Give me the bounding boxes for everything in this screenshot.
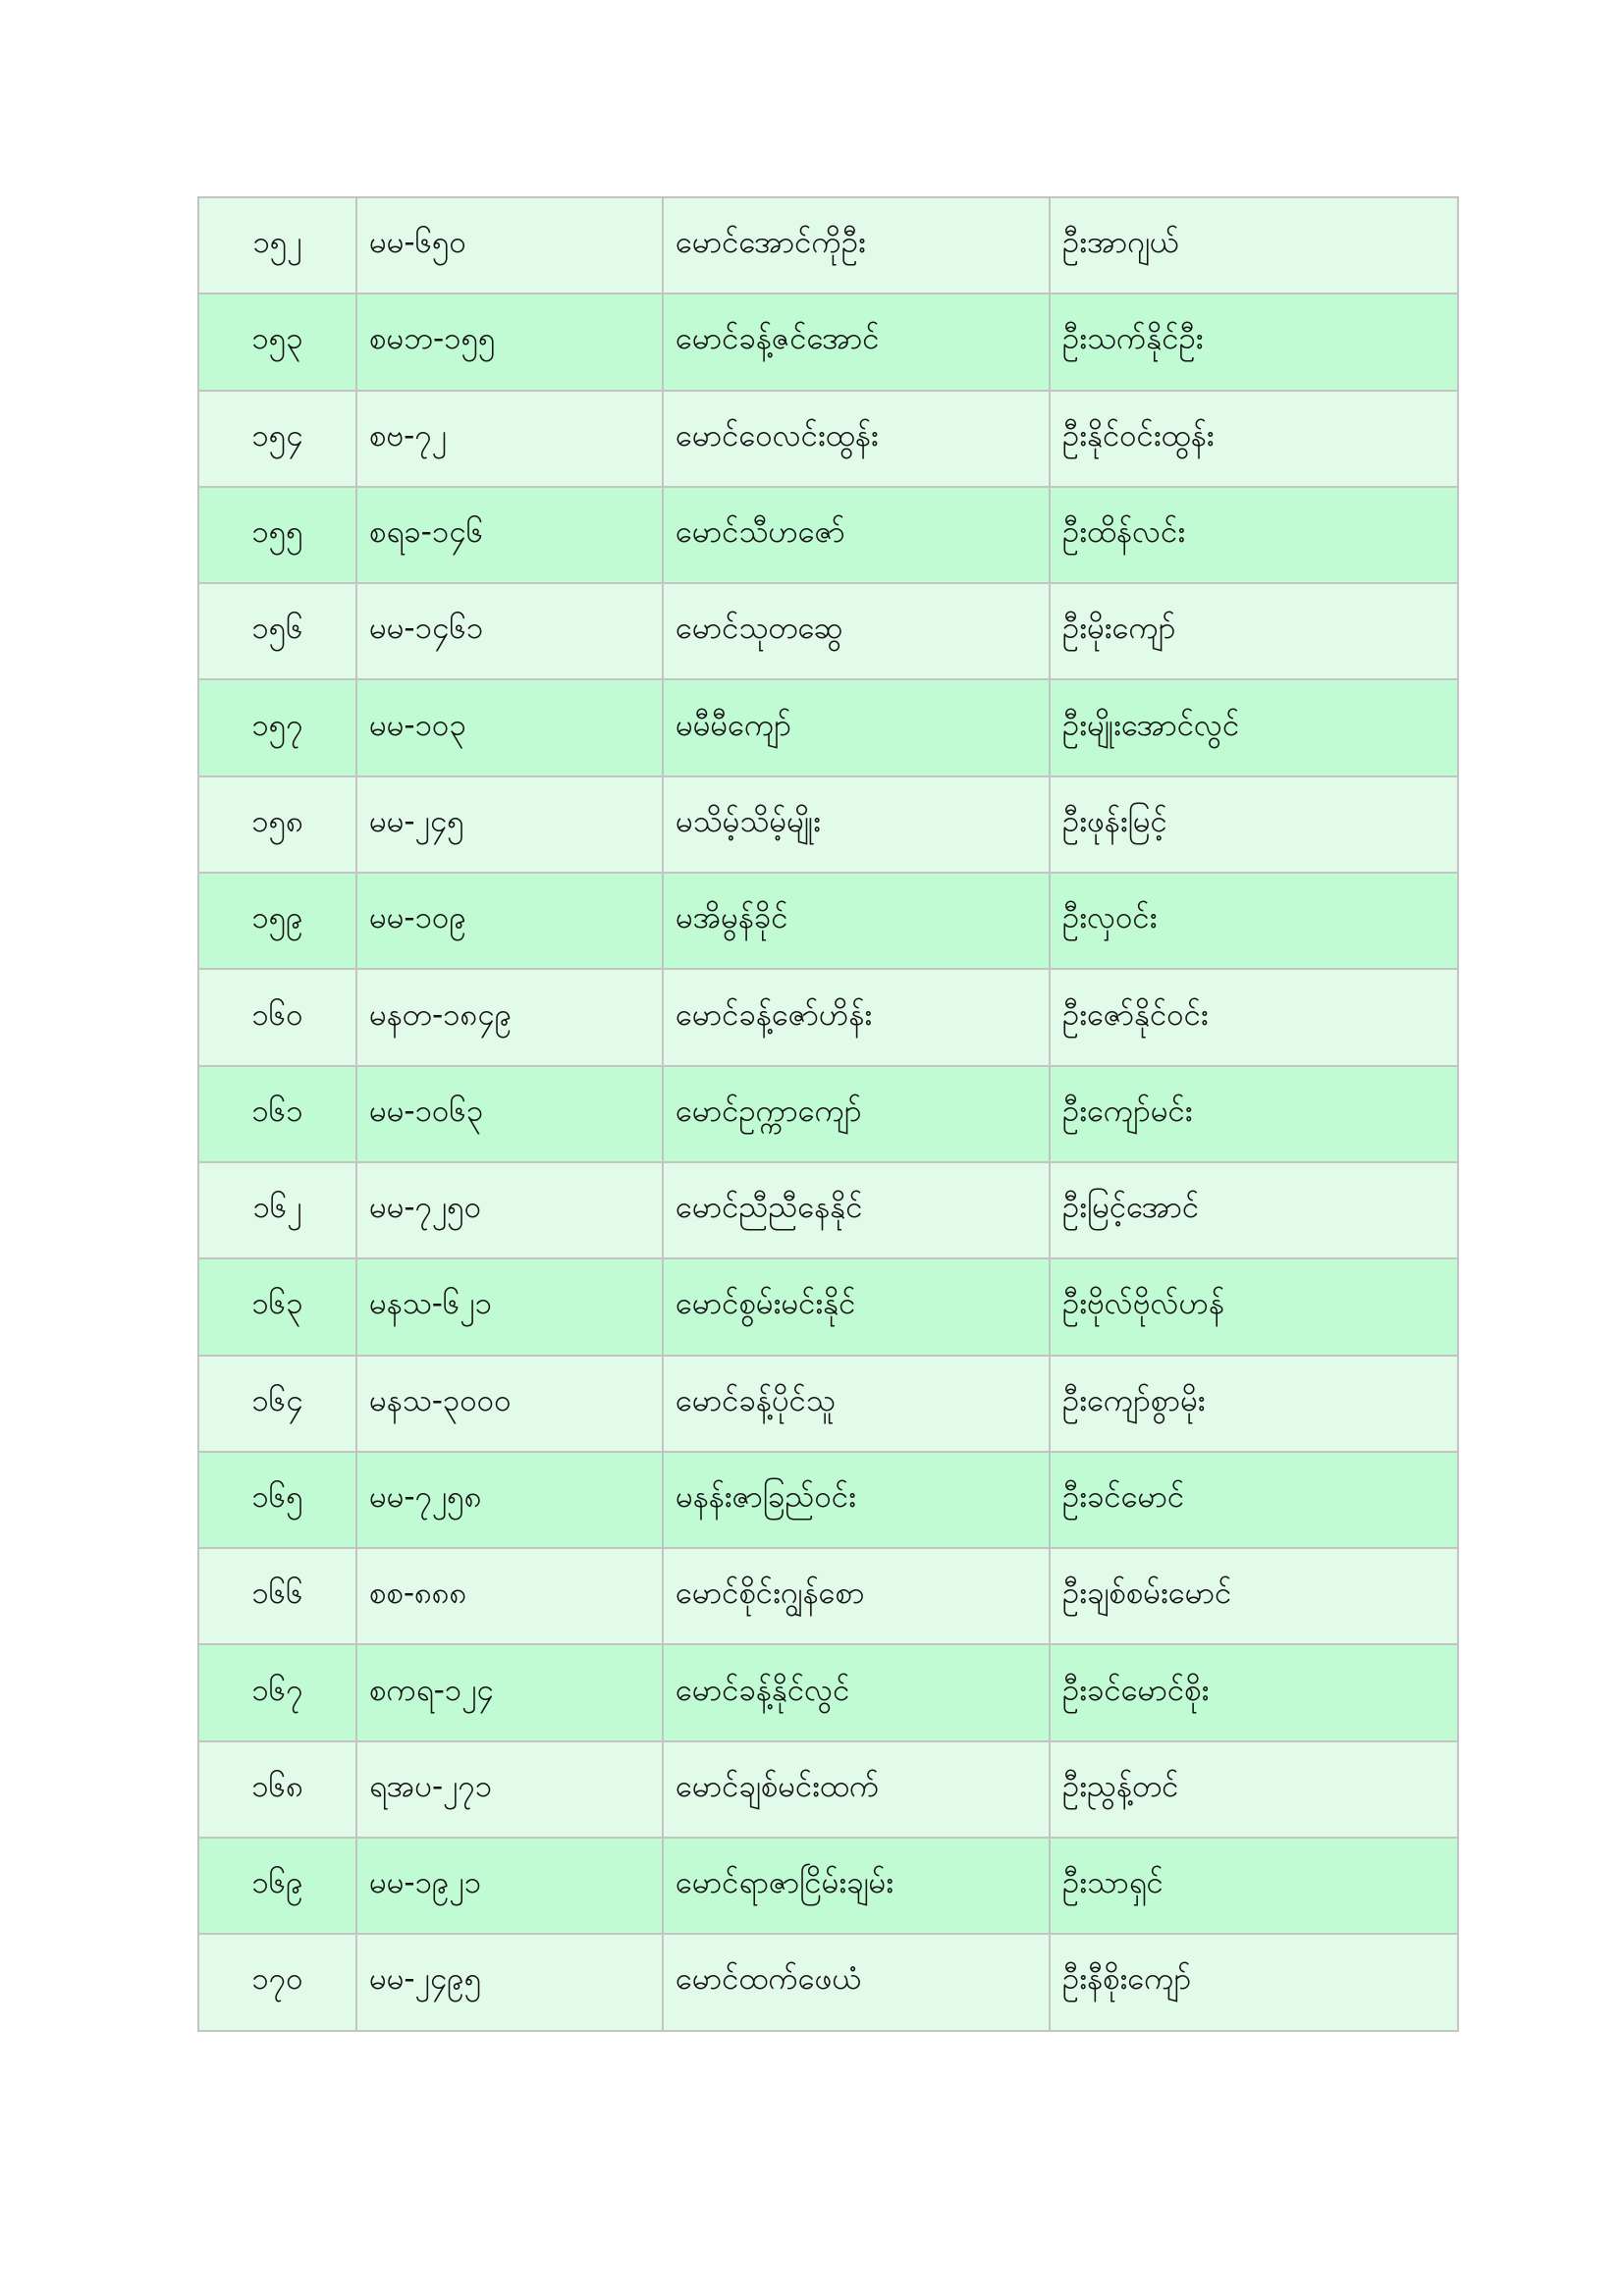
father-name: ဦးသာရှင် [1050,1838,1458,1934]
registration-number: ရအပ-၂၇၁ [356,1741,663,1838]
registration-number: မမ-၇၂၅၈ [356,1452,663,1548]
father-name: ဦးကျော်မင်း [1050,1066,1458,1162]
student-name: မောင်ထက်ဖေယံ [663,1934,1050,2030]
table-row [198,1741,1458,1838]
registration-number: မနသ-၆၂၁ [356,1258,663,1355]
father-name: ဦးကျော်စွာမိုး [1050,1356,1458,1452]
table-row [198,487,1458,583]
father-name: ဦးမျိုးအောင်လွင် [1050,679,1458,775]
row-number: ၁၆၂ [198,1162,356,1258]
table-row [198,583,1458,679]
table-row [198,1548,1458,1644]
registration-number: မမ-၁၀၃ [356,679,663,775]
father-name: ဦးခင်မောင်စိုး [1050,1644,1458,1740]
row-number: ၁၅၇ [198,679,356,775]
registration-number: မနတ-၁၈၄၉ [356,969,663,1065]
table-row [198,1162,1458,1258]
student-name: မောင်သုတဆွေ [663,583,1050,679]
registration-number: မမ-၂၄၅ [356,776,663,873]
student-name: မောင်ညီညီနေနိုင် [663,1162,1050,1258]
student-name: မောင်ခန့်ဇင်အောင် [663,294,1050,390]
row-number: ၁၅၄ [198,391,356,487]
row-number: ၁၅၃ [198,294,356,390]
father-name: ဦးသက်နိုင်ဦး [1050,294,1458,390]
table-row [198,1452,1458,1548]
student-name: မောင်ဥက္ကာကျော် [663,1066,1050,1162]
row-number: ၁၅၆ [198,583,356,679]
registration-number: မမ-၁၀၆၃ [356,1066,663,1162]
registration-number: စစ-၈၈၈ [356,1548,663,1644]
table-row [198,1258,1458,1355]
registration-number: မမ-၇၂၅၀ [356,1162,663,1258]
father-name: ဦးမြင့်အောင် [1050,1162,1458,1258]
row-number: ၁၆၈ [198,1741,356,1838]
registration-number: စရခ-၁၄၆ [356,487,663,583]
father-name: ဦးခင်မောင် [1050,1452,1458,1548]
table-row [198,1934,1458,2030]
table-row [198,776,1458,873]
row-number: ၁၆၃ [198,1258,356,1355]
father-name: ဦးညွန့်တင် [1050,1741,1458,1838]
row-number: ၁၆၅ [198,1452,356,1548]
father-name: ဦးဖုန်းမြင့် [1050,776,1458,873]
student-name: မောင်သီဟဇော် [663,487,1050,583]
student-list-table [197,196,1459,2032]
father-name: ဦးလှဝင်း [1050,873,1458,969]
table-row [198,1356,1458,1452]
row-number: ၁၆၄ [198,1356,356,1452]
row-number: ၁၅၈ [198,776,356,873]
table-row [198,1644,1458,1740]
student-name: မောင်စွမ်းမင်းနိုင် [663,1258,1050,1355]
registration-number: မမ-၁၉၂၁ [356,1838,663,1934]
table-row [198,679,1458,775]
student-name: မောင်စိုင်းဂျွန်စော [663,1548,1050,1644]
registration-number: စဗ-၇၂ [356,391,663,487]
student-name: မနန်းဇာခြည်ဝင်း [663,1452,1050,1548]
father-name: ဦးနိုင်ဝင်းထွန်း [1050,391,1458,487]
student-name: မောင်ချစ်မင်းထက် [663,1741,1050,1838]
father-name: ဦးချစ်စမ်းမောင် [1050,1548,1458,1644]
student-name: မအိမွန်ခိုင် [663,873,1050,969]
table-body [198,197,1458,2031]
row-number: ၁၅၅ [198,487,356,583]
father-name: ဦးဇော်နိုင်ဝင်း [1050,969,1458,1065]
row-number: ၁၆၉ [198,1838,356,1934]
registration-number: မမ-၆၅၀ [356,197,663,294]
father-name: ဦးအာဂျယ် [1050,197,1458,294]
student-name: မောင်အောင်ကိုဦး [663,197,1050,294]
father-name: ဦးထိန်လင်း [1050,487,1458,583]
table-row [198,294,1458,390]
student-name: မောင်ခန့်နိုင်လွင် [663,1644,1050,1740]
registration-number: မမ-၁၀၉ [356,873,663,969]
table-row [198,873,1458,969]
student-name: မောင်ခန့်ဇော်ဟိန်း [663,969,1050,1065]
row-number: ၁၆၇ [198,1644,356,1740]
row-number: ၁၆၀ [198,969,356,1065]
table-row [198,1066,1458,1162]
student-name: မောင်ရာဇာငြိမ်းချမ်း [663,1838,1050,1934]
registration-number: မနသ-၃၀၀၀ [356,1356,663,1452]
table-row [198,969,1458,1065]
row-number: ၁၇၀ [198,1934,356,2030]
student-name: မောင်ခန့်ပိုင်သူ [663,1356,1050,1452]
row-number: ၁၆၆ [198,1548,356,1644]
father-name: ဦးနီစိုးကျော် [1050,1934,1458,2030]
student-name: မသိမ့်သိမ့်မျိုး [663,776,1050,873]
father-name: ဦးမိုးကျော် [1050,583,1458,679]
table-row [198,391,1458,487]
table-row [198,1838,1458,1934]
registration-number: စမဘ-၁၅၅ [356,294,663,390]
registration-number: မမ-၁၄၆၁ [356,583,663,679]
registration-number: မမ-၂၄၉၅ [356,1934,663,2030]
table-row [198,197,1458,294]
row-number: ၁၅၂ [198,197,356,294]
student-name: မမီမီကျော် [663,679,1050,775]
student-name: မောင်ဝေလင်းထွန်း [663,391,1050,487]
father-name: ဦးဗိုလ်ဗိုလ်ဟန် [1050,1258,1458,1355]
row-number: ၁၆၁ [198,1066,356,1162]
registration-number: စကရ-၁၂၄ [356,1644,663,1740]
row-number: ၁၅၉ [198,873,356,969]
student-list-table-container [197,196,1457,2032]
